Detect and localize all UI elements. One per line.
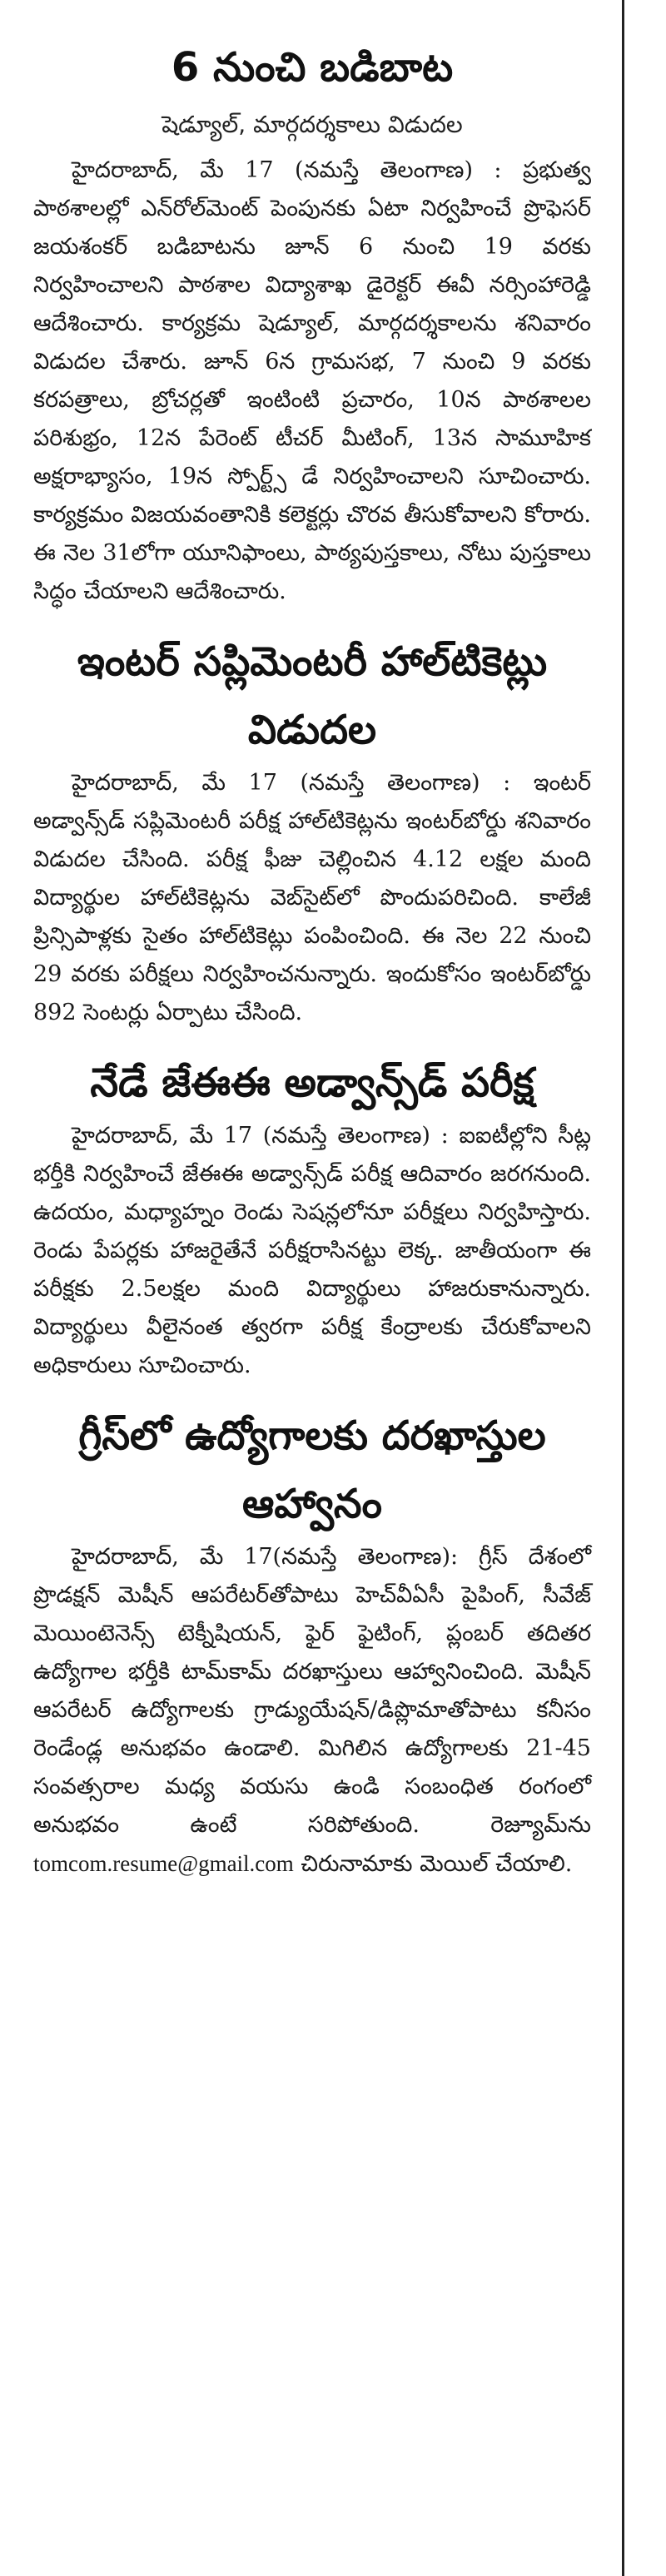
article-headline: నేడే జేఈఈ అడ్వాన్స్‌డ్ పరీక్ష xyxy=(90,1060,534,1106)
article-inter-hall-tickets xyxy=(33,628,591,1032)
article-body xyxy=(33,1117,591,1385)
article-dateline: హైదరాబాద్, మే 17 (నమస్తే తెలంగాణ) : xyxy=(72,1123,449,1149)
article-dateline: హైదరాబాద్, మే 17 (నమస్తే తెలంగాణ) : xyxy=(72,770,511,796)
article-body xyxy=(33,1538,591,1884)
column-divider xyxy=(622,0,624,2576)
article-headline: 6 నుంచి బడిబాట xyxy=(171,44,454,91)
article-body-text: గ్రీస్ దేశంలో ప్రొడక్షన్ మెషీన్ ఆపరేటర్‌తోపాటు హెచ్‌వీఏసీ పైపింగ్, సీవేజ్ మెయింటెనెన్స్ టెక్నీషియన్, ఫైర్ ఫైటింగ్, ప్లంబర్ తదితర ఉద్యోగాల భర్తీకి టామ్‌కామ్ దరఖాస్తులు ఆహ్వానించింది. మెషీన్ ఆపరేటర్ ఉద్యోగాలకు గ్రాడ్యుయేషన్/డిప్లొమాతోపాటు కనీసం రెండేండ్ల అనుభవం ఉండాలి. మిగిలిన ఉద్యోగాలకు 21-45 సంవత్సరాల మధ్య వయసు ఉండి సంబంధిత రంగంలో అనుభవం ఉంటే సరిపోతుంది. రెజ్యూమ్‌ను xyxy=(33,1544,591,1838)
article-body-text: ఇంటర్ అడ్వాన్స్‌డ్ సప్లిమెంటరీ పరీక్ష హాల్‌టికెట్లను ఇంటర్‌బోర్డు శనివారం విడుదల చేసింది. పరీక్ష ఫీజు చెల్లించిన 4.12 లక్షల మంది విద్యార్థుల హాల్‌టికెట్లను వెబ్‌సైట్‌లో పొందుపరిచింది. కాలేజీ ప్రిన్సిపాళ్లకు సైతం హాల్‌టికెట్లు పంపించింది. ఈ నెల 22 నుంచి 29 వరకు పరీక్షలు నిర్వహించనున్నారు. ఇందుకోసం ఇంటర్‌బోర్డు 892 సెంటర్లు ఏర్పాటు చేసింది. xyxy=(33,770,591,1025)
article-body xyxy=(33,764,591,1032)
article-greece-jobs xyxy=(33,1402,591,1884)
article-body-text: ప్రభుత్వ పాఠశాలల్లో ఎన్‌రోల్‌మెంట్ పెంపునకు ఏటా నిర్వహించే ప్రొఫెసర్ జయశంకర్ బడిబాటను జూన్ 6 నుంచి 19 వరకు నిర్వహించాలని పాఠశాల విద్యాశాఖ డైరెక్టర్ ఈవీ నర్సింహారెడ్డి ఆదేశించారు. కార్యక్రమ షెడ్యూల్, మార్గదర్శకాలను శనివారం విడుదల చేశారు. జూన్ 6న గ్రామసభ, 7 నుంచి 9 వరకు కరపత్రాలు, బ్రోచర్లతో ఇంటింటి ప్రచారం, 10న పాఠశాలల పరిశుభ్రం, 12న పేరెంట్ టీచర్ మీటింగ్, 13న సామూహిక అక్షరాభ్యాసం, 19న స్పోర్ట్స్ డే నిర్వహించాలని సూచించారు. కార్యక్రమం విజయవంతానికి కలెక్టర్లు చొరవ తీసుకోవాలని కోరారు. ఈ నెల 31లోగా యూనిఫాంలు, పాఠ్యపుస్తకాలు, నోటు పుస్తకాలు సిద్ధం చేయాలని ఆదేశించారు. xyxy=(33,157,591,604)
article-closing-text: చిరునామాకు మెయిల్ చేయాలి. xyxy=(301,1851,573,1877)
article-headline: గ్రీస్‌లో ఉద్యోగాలకు దరఖాస్తుల ఆహ్వానం xyxy=(78,1412,546,1527)
article-subhead: షెడ్యూల్, మార్గదర్శకాలు విడుదల xyxy=(162,111,463,138)
article-headline: ఇంటర్ సప్లిమెంటరీ హాల్‌టికెట్లు విడుదల xyxy=(77,638,548,753)
article-jee-advanced xyxy=(33,1049,591,1385)
article-badibata xyxy=(33,33,591,611)
article-body-text: ఐఐటీల్లోని సీట్ల భర్తీకి నిర్వహించే జేఈఈ అడ్వాన్స్‌డ్ పరీక్ష ఆదివారం జరగనుంది. ఉదయం, మధ్యాహ్నం రెండు సెషన్లలోనూ పరీక్షలు నిర్వహిస్తారు. రెండు పేపర్లకు హాజరైతేనే పరీక్షరాసినట్టు లెక్క. జాతీయంగా ఈ పరీక్షకు 2.5లక్షల మంది విద్యార్థులు హాజరుకానున్నారు. విద్యార్థులు వీలైనంత త్వరగా పరీక్ష కేంద్రాలకు చేరుకోవాలని అధికారులు సూచించారు. xyxy=(33,1123,591,1378)
article-dateline: హైదరాబాద్, మే 17(నమస్తే తెలంగాణ): xyxy=(72,1544,459,1570)
news-column xyxy=(33,33,591,1900)
article-dateline: హైదరాబాద్, మే 17 (నమస్తే తెలంగాణ) : xyxy=(72,157,502,183)
email-address: tomcom.resume@gmail.com xyxy=(33,1851,294,1876)
article-body xyxy=(33,151,591,611)
